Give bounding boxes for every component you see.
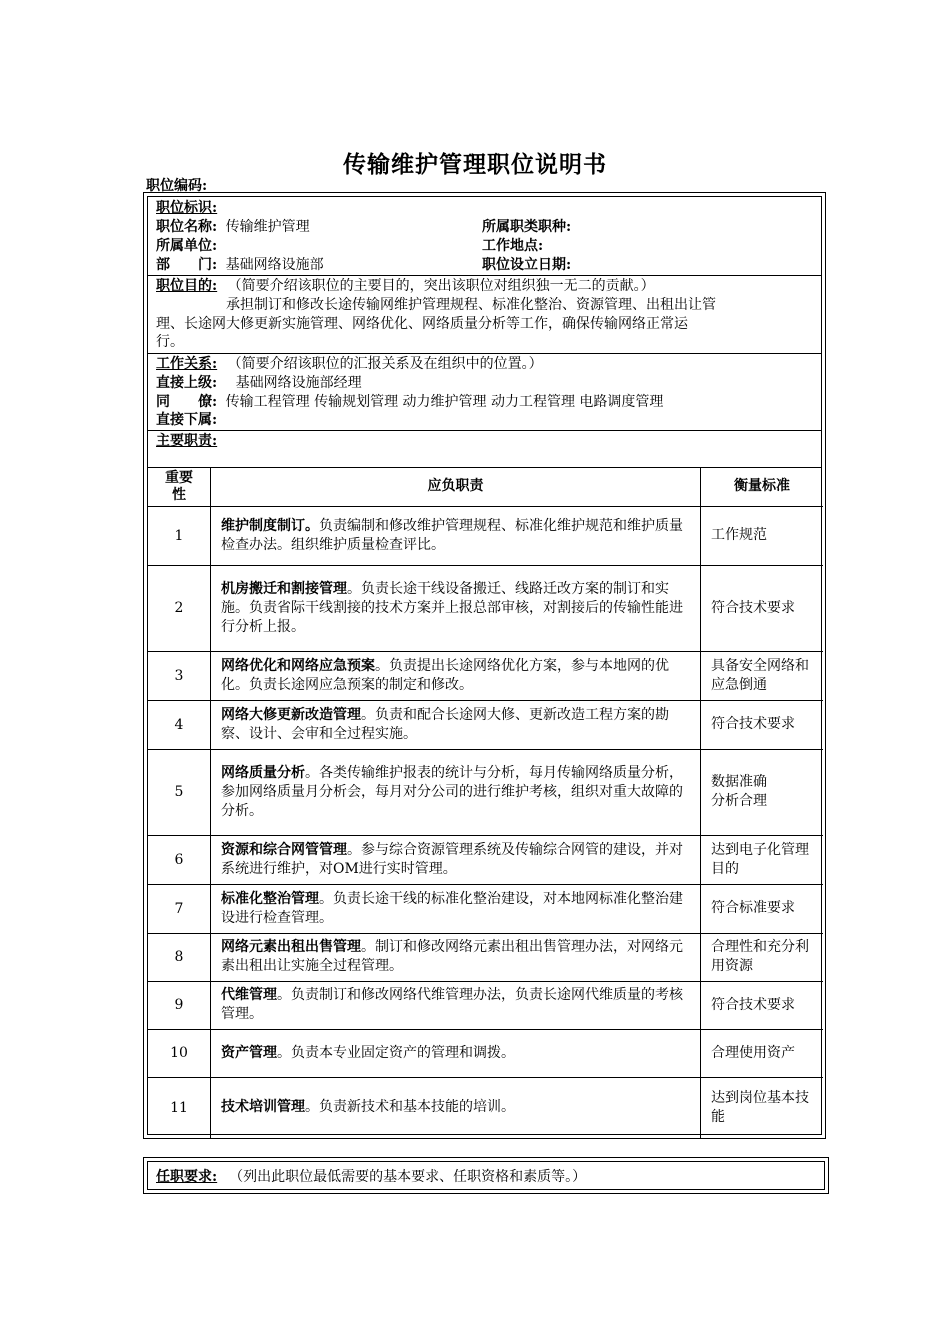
row-duty-text: 。负责和配合长途网大修、更新改造工程方案的勘察、设计、会审和全过程实施。 <box>221 706 669 742</box>
purpose-section <box>148 275 821 354</box>
row-standard: 符合技术要求 <box>711 996 795 1013</box>
table-row <box>148 884 823 934</box>
row-duty <box>211 981 701 1029</box>
row-importance: 7 <box>148 884 211 933</box>
department-value: 基础网络设施部 <box>225 257 324 273</box>
relations-section <box>148 353 821 431</box>
row-duty-text: 。负责长途干线的标准化整治建设，对本地网标准化整治建设进行检查管理。 <box>221 890 683 926</box>
row-duty-text: 。负责提出长途网络优化方案，参与本地网的优化。负责长途网应急预案的制定和修改。 <box>221 657 669 693</box>
row-importance: 11 <box>148 1077 211 1138</box>
purpose-line-3: 行。 <box>156 334 184 350</box>
job-description-frame <box>143 192 826 1139</box>
row-duty <box>211 884 701 933</box>
header-importance: 重要性 <box>148 467 211 506</box>
purpose-heading <box>156 277 655 295</box>
row-standard: 数据准确 分析合理 <box>711 774 767 809</box>
row-duty <box>211 651 701 700</box>
row-duty <box>211 1029 701 1077</box>
position-name-label: 职位名称: <box>156 219 218 235</box>
row-duty <box>211 700 701 749</box>
table-row <box>148 1029 823 1078</box>
row-importance: 10 <box>148 1029 211 1077</box>
row-duty <box>211 565 701 651</box>
row-duty-text: 负责编制和修改维护管理规程、标准化维护规范和维护质量检查办法。组织维护质量检查评比。 <box>221 517 683 553</box>
table-row <box>148 700 823 750</box>
row-importance: 1 <box>148 506 211 565</box>
row-duty-text: 。负责制订和修改网络代维管理办法，负责长途网代维质量的考核管理。 <box>221 987 683 1022</box>
row-duty-title: 标准化整治管理 <box>221 890 319 907</box>
row-duty-title: 代维管理 <box>221 987 277 1003</box>
table-row <box>148 749 823 836</box>
category-label: 所属职类职种: <box>482 219 572 235</box>
row-standard: 合理性和充分利用资源 <box>711 939 809 974</box>
row-standard: 符合技术要求 <box>711 599 795 616</box>
row-duty-text: 。负责新技术和基本技能的培训。 <box>305 1099 515 1115</box>
row-standard: 符合标准要求 <box>711 900 795 916</box>
row-duty-title: 资源和综合网管管理 <box>221 841 347 858</box>
row-duty-title: 维护制度制订。 <box>221 517 319 534</box>
purpose-line-1: 承担制订和修改长途传输网维护管理规程、标准化整治、资源管理、出租出让管 <box>226 297 716 313</box>
row-duty-title: 网络质量分析 <box>221 764 305 781</box>
row-duty-text: 。负责长途干线设备搬迁、线路迁改方案的制订和实施。负责省际干线割接的技术方案并上报总部审核，对割接后的传输性能进行分析上报。 <box>221 580 683 635</box>
row-duty-text: 。制订和修改网络元素出租出售管理办法，对网络元素出租出让实施全过程管理。 <box>221 939 683 974</box>
unit-label: 所属单位: <box>156 238 218 254</box>
row-duty-title: 资产管理 <box>221 1044 277 1061</box>
row-standard: 工作规范 <box>711 527 767 543</box>
purpose-label: 职位目的: <box>156 278 218 294</box>
row-duty <box>211 1077 701 1138</box>
row-standard: 达到电子化管理目的 <box>711 841 809 877</box>
position-name-value: 传输维护管理 <box>225 219 310 235</box>
superior-row <box>156 374 362 392</box>
job-description-inner <box>147 196 822 1135</box>
table-row <box>148 651 823 701</box>
relations-heading <box>156 355 543 373</box>
relations-label: 工作关系: <box>156 356 218 372</box>
subordinate-label: 直接下属: <box>156 412 218 428</box>
row-duty-title: 网络元素出租出售管理 <box>221 939 361 955</box>
identity-section <box>148 197 821 276</box>
doc-title: 传输维护管理职位说明书 <box>343 151 607 178</box>
row-duty <box>211 835 701 884</box>
requirements-label: 任职要求: <box>156 1168 218 1185</box>
row-duty <box>211 933 701 981</box>
duties-table <box>148 467 823 1138</box>
workplace-label: 工作地点: <box>482 238 544 254</box>
row-duty-title: 机房搬迁和割接管理 <box>221 580 347 597</box>
peers-row <box>156 393 663 411</box>
header-duty: 应负职责 <box>211 467 701 506</box>
requirements-inner <box>147 1161 825 1190</box>
row-importance: 8 <box>148 933 211 981</box>
requirements-hint: （列出此职位最低需要的基本要求、任职资格和素质等。） <box>229 1168 587 1185</box>
department-row <box>156 256 324 274</box>
purpose-line-2: 理、长途网大修更新实施管理、网络优化、网络质量分析等工作，确保传输网络正常运 <box>156 316 688 332</box>
table-row <box>148 1077 823 1138</box>
position-code-label: 职位编码: <box>146 178 208 194</box>
table-row <box>148 835 823 885</box>
row-duty-text: 。参与综合资源管理系统及传输综合网管的建设，并对系统进行维护，对OM进行实时管理。 <box>221 841 683 877</box>
relations-hint: （简要介绍该职位的汇报关系及在组织中的位置。） <box>227 356 543 372</box>
peers-label: 同 僚: <box>156 394 218 410</box>
row-duty <box>211 749 701 835</box>
row-importance: 3 <box>148 651 211 700</box>
purpose-hint: （简要介绍该职位的主要目的，突出该职位对组织独一无二的贡献。） <box>227 278 655 294</box>
row-importance: 5 <box>148 749 211 835</box>
row-importance: 9 <box>148 981 211 1029</box>
position-name-row <box>156 218 310 236</box>
row-importance: 2 <box>148 565 211 651</box>
department-label: 部 门: <box>156 257 218 273</box>
row-standard: 具备安全网络和应急倒通 <box>711 657 809 693</box>
identity-label: 职位标识: <box>156 200 218 216</box>
row-importance: 6 <box>148 835 211 884</box>
row-duty-title: 网络优化和网络应急预案 <box>221 657 375 674</box>
duties-label: 主要职责: <box>156 433 218 449</box>
table-header-row <box>148 467 823 507</box>
superior-label: 直接上级: <box>156 375 218 391</box>
row-standard: 合理使用资产 <box>711 1044 795 1061</box>
header-standard: 衡量标准 <box>734 478 790 494</box>
table-row <box>148 506 823 566</box>
duties-section <box>148 430 821 468</box>
requirements-box <box>143 1157 829 1194</box>
row-standard: 符合技术要求 <box>711 716 795 732</box>
superior-value: 基础网络设施部经理 <box>235 375 362 391</box>
row-standard: 达到岗位基本技能 <box>711 1089 809 1125</box>
row-duty <box>211 506 701 565</box>
establish-date-label: 职位设立日期: <box>482 257 572 273</box>
row-importance: 4 <box>148 700 211 749</box>
row-duty-title: 技术培训管理 <box>221 1099 305 1115</box>
table-row <box>148 565 823 652</box>
row-duty-text: 。负责本专业固定资产的管理和调拨。 <box>277 1044 515 1061</box>
table-row <box>148 933 823 982</box>
table-row <box>148 981 823 1030</box>
peers-value: 传输工程管理 传输规划管理 动力维护管理 动力工程管理 电路调度管理 <box>225 394 664 410</box>
row-duty-text: 。各类传输维护报表的统计与分析，每月传输网络质量分析，参加网络质量月分析会，每月对分公司的进行维护考核，组织对重大故障的分析。 <box>221 764 683 819</box>
row-duty-title: 网络大修更新改造管理 <box>221 706 361 723</box>
